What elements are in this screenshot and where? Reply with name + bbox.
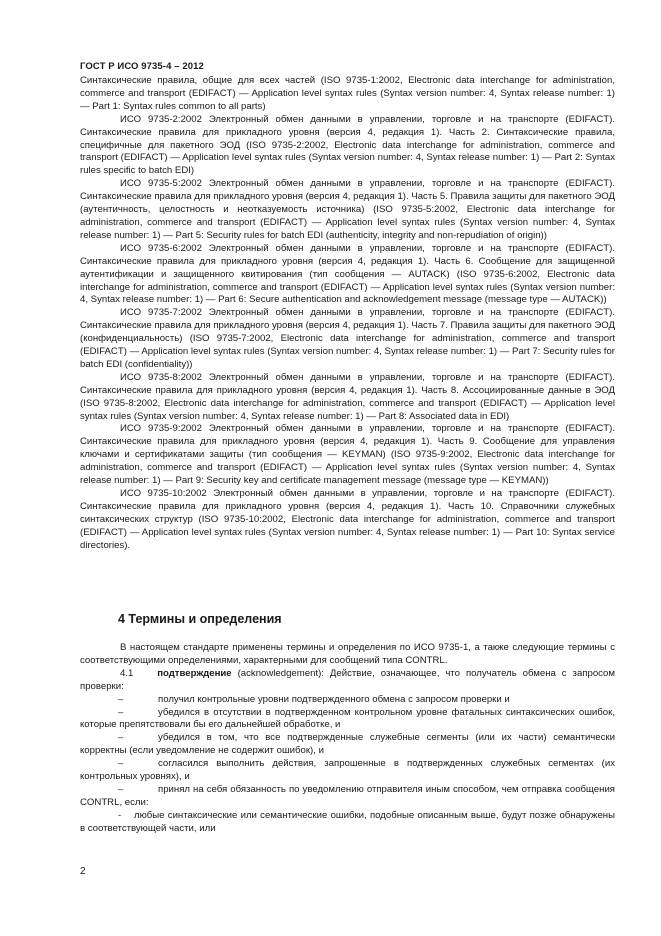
references-list — [80, 75, 615, 553]
section-intro: В настоящем стандарте применены термины и определения по ИСО 9735-1, а также следующие термины с соответствующими определениями, характерными для сообщений типа CONTRL. — [80, 642, 615, 666]
term-text: (acknowledgement): Действие, означающее, что получатель обмена с запросом проверки: — [80, 667, 615, 692]
reference-paragraph: Синтаксические правила, общие для всех частей (ISO 9735-1:2002, Electronic data interchange for administration, commerce and transport (EDIFACT) — Application level syntax rules (Syntax version number: 4, Syntax release number: 1) — Part 1: Syntax rules common to all parts) — [80, 75, 615, 112]
dash-marker: – — [118, 783, 124, 795]
list-item-text: принял на себя обязанность по уведомлению отправителя иным способом, чем отправка сообщения CONTRL, если: — [80, 783, 615, 808]
reference-paragraph: ИСО 9735-8:2002 Электронный обмен данными в управлении, торговле и на транспорте (EDIFACT). Синтаксические правила для прикладного уровня (версия 4, редакция 1). Часть 8. Ассоциированные данные в ЭОД (ISO 9735-8:2002, Electronic data interchange for administration, commerce and transport (EDIFACT) — Application level syntax rules (Syntax version number: 4, Syntax release number: 1) — Part 8: Associated data in EDI) — [80, 371, 615, 422]
reference-paragraph: ИСО 9735-6:2002 Электронный обмен данными в управлении, торговле и на транспорте (EDIFACT). Синтаксические правила для прикладного уровня (версия 4, редакция 1). Часть 6. Сообщение для защищенной аутентификации и защищенного квитирования (тип сообщения — AUTACK) (ISO 9735-6:2002, Electronic data interchange for administration, commerce and transport (EDIFACT) — Application level syntax rules (Syntax version number: 4, Syntax release number: 1) — Part 6: Secure authentication and acknowledgement message (message type — AUTACK)) — [80, 242, 615, 306]
list-item — [80, 694, 615, 707]
reference-paragraph: ИСО 9735-5:2002 Электронный обмен данными в управлении, торговле и на транспорте (EDIFACT). Синтаксические правила для прикладного уровня (версия 4, редакция 1). Часть 5. Правила защиты для пакетного ЭОД (аутентичность, целостность и неотказуемость источника) (ISO 9735-5:2002, Electronic data interchange for administration, commerce and transport (EDIFACT) — Application level syntax rules (Syntax version number: 4, Syntax release number: 1) — Part 5: Security rules for batch EDI (authenticity, integrity and non-repudiation of origin)) — [80, 178, 615, 241]
list-item-text: согласился выполнить действия, запрошенные в подтвержденных служебных сегментах (их контрольных уровнях), и — [80, 758, 615, 783]
list-item — [80, 707, 615, 733]
reference-paragraph: ИСО 9735-10:2002 Электронный обмен данными в управлении, торговле и на транспорте (EDIFACT). Синтаксические правила для прикладного уровня (версия 4, редакция 1). Часть 10. Справочники служебных синтаксических структур (ISO 9735-10:2002, Electronic data interchange for administration, commerce and transport (EDIFACT) — Application level syntax rules (Syntax version number: 4, Syntax release number: 1) — Part 10: Syntax service directories). — [80, 488, 615, 551]
document-header: ГОСТ Р ИСО 9735-4 – 2012 — [80, 61, 204, 72]
list-item-text: убедился в том, что все подтвержденные служебные сегменты (или их части) семантически корректны (если уведомление не содержит ошибок), и — [80, 732, 615, 757]
dash-marker: – — [118, 758, 124, 770]
page-number: 2 — [80, 866, 86, 877]
list-item — [80, 758, 615, 784]
list-item — [80, 732, 615, 758]
section-body — [80, 642, 615, 836]
term-definition — [80, 668, 615, 694]
reference-paragraph: ИСО 9735-9:2002 Электронный обмен данными в управлении, торговле и на транспорте (EDIFACT). Синтаксические правила для прикладного уровня (версия 4, редакция 1). Часть 9. Сообщение для управления ключами и сертификатами защиты (тип сообщения — KEYMAN) (ISO 9735-9:2002, Electronic data interchange for administration, commerce and transport (EDIFACT) — Application level syntax rules (Syntax version number: 4, Syntax release number: 1) — Part 9: Security key and certificate management message (message type — KEYMAN)) — [80, 423, 615, 487]
term-number: 4.1 — [120, 667, 134, 679]
sub-list-item — [80, 810, 615, 836]
list-item-text: убедился в отсутствии в подтвержденном контрольном уровне фатальных синтаксических ошибок, которые препятствовали бы его дальнейшей обработке, и — [80, 706, 615, 731]
dash-marker: – — [118, 706, 124, 718]
dash-marker: – — [118, 693, 124, 705]
section-heading: 4 Термины и определения — [118, 612, 282, 626]
term-name: подтверждение — [157, 667, 232, 679]
dash-marker: – — [118, 732, 124, 744]
list-item — [80, 784, 615, 810]
list-item-text: получил контрольные уровни подтвержденного обмена с запросом проверки и — [158, 693, 510, 705]
dash-marker: - — [118, 809, 122, 821]
reference-paragraph: ИСО 9735-2:2002 Электронный обмен данными в управлении, торговле и на транспорте (EDIFACT). Синтаксические правила для прикладного уровня (версия 4, редакция 1). Часть 2. Синтаксические правила, специфичные для пакетного ЭОД (ISO 9735-2:2002, Electronic data interchange for administration, commerce and transport (EDIFACT) — Application level syntax rules (Syntax version number: 4, Syntax release number: 1) — Part 2: Syntax rules specific to batch EDI) — [80, 113, 615, 177]
reference-paragraph: ИСО 9735-7:2002 Электронный обмен данными в управлении, торговле и на транспорте (EDIFACT). Синтаксические правила для прикладного уровня (версия 4, редакция 1). Часть 7. Правила защиты для пакетного ЭОД (конфиденциальность) (ISO 9735-7:2002, Electronic data interchange for administration, commerce and transport (EDIFACT) — Application level syntax rules (Syntax version number: 4, Syntax release number: 1) — Part 7: Security rules for batch EDI (confidentiality)) — [80, 307, 615, 370]
list-item-text: любые синтаксические или семантические ошибки, подобные описанным выше, будут позже обнаружены в соответствующей части, или — [80, 809, 615, 834]
